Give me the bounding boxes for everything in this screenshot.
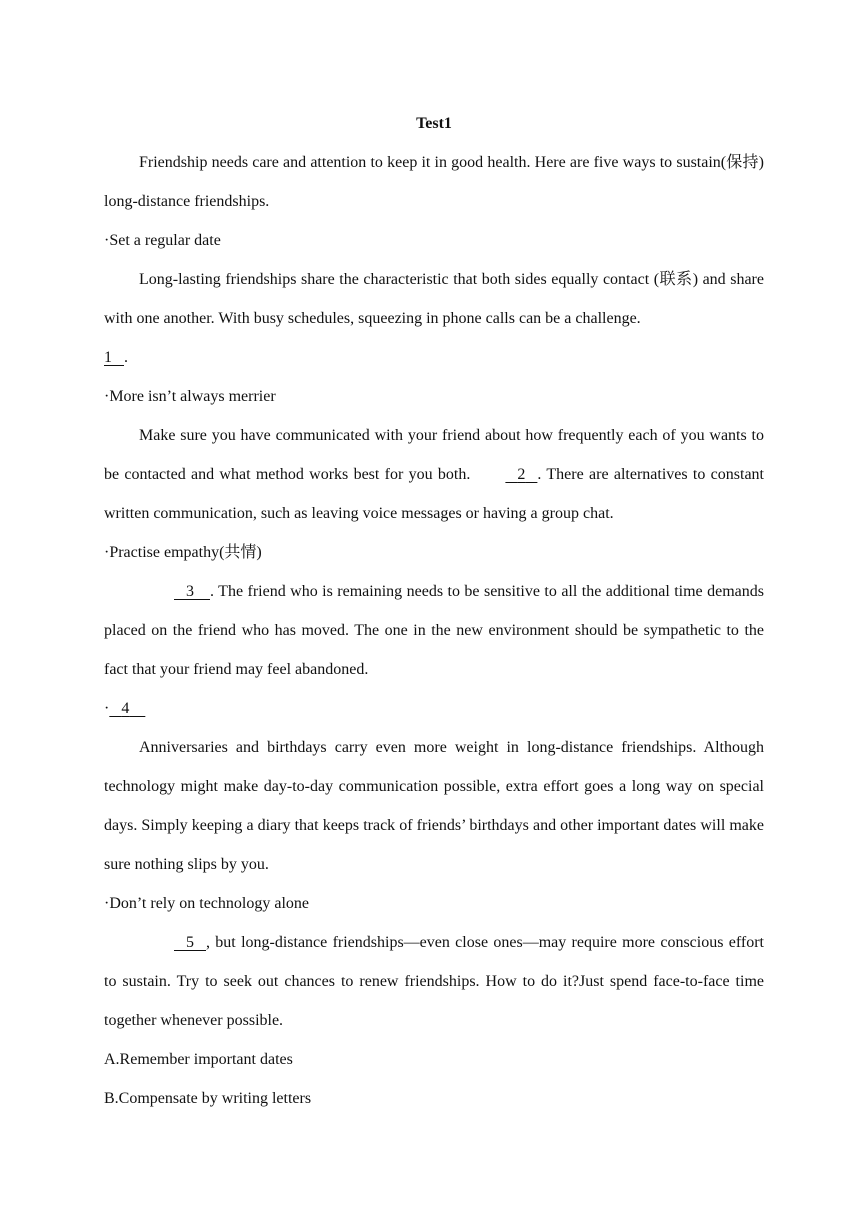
intro-paragraph: Friendship needs care and attention to keep it in good health. Here are five ways to sustain(保持) long-distance friendships. [104,154,764,210]
section-body-text: Long-lasting friendships share the characteristic that both sides equally contact (联系) and share with one another. With busy schedules, squeezing in phone calls can be a challenge. [104,271,764,327]
section-heading-2 [104,377,764,416]
section-heading-5 [104,884,764,923]
bullet-dot: · [104,388,110,405]
answer-blank-5[interactable]: 5 [186,934,194,951]
document-page [104,104,764,1118]
answer-blank-1[interactable]: 1 [104,349,112,366]
section-heading-text: Practise empathy(共情) [109,544,262,561]
section-heading-1 [104,221,764,260]
option-a: A.Remember important dates [104,1051,293,1068]
option-b: B.Compensate by writing letters [104,1090,312,1107]
section-heading-text: More isn’t always merrier [109,388,276,405]
section-heading-3 [104,533,764,572]
bullet-dot: · [104,700,110,717]
answer-blank-2[interactable]: 2 [517,466,526,483]
section-heading-4 [104,689,764,728]
section-body-2: Make sure you have communicated with your friend about how frequently each of you wants to be contacted and what method works best for you both. 2 . There are alternatives to constant written communication, such as leaving voice messages or having a group chat. [104,427,765,522]
bullet-dot: · [104,232,110,249]
section-heading-text: Don’t rely on technology alone [109,895,309,912]
blank-line-1: 1 . [104,338,764,377]
answer-blank-3[interactable]: 3 [186,583,194,600]
bullet-dot: · [104,895,110,912]
section-body-3: 3 . The friend who is remaining needs to be sensitive to all the additional time demands placed on the friend who has moved. The one in the new environment should be sympathetic to the fact that your friend may feel abandoned. [104,572,764,689]
bullet-dot: · [104,544,110,561]
section-body-1 [104,260,764,338]
section-body-5: 5 , but long-distance friendships—even close ones—may require more conscious effort to sustain. Try to seek out chances to renew friendships. How to do it?Just spend face-to-face time together whenever possible. [104,923,764,1040]
section-heading-text: Set a regular date [109,232,221,249]
answer-blank-4[interactable]: 4 [121,700,130,717]
section-body-4: Anniversaries and birthdays carry even more weight in long-distance friendships. Although technology might make day-to-day communication possible, extra effort goes a long way on special days. Simply keeping a diary that keeps track of friends’ birthdays and other important dates will make sure nothing slips by you. [104,739,764,873]
document-title: Test1 [416,115,452,132]
